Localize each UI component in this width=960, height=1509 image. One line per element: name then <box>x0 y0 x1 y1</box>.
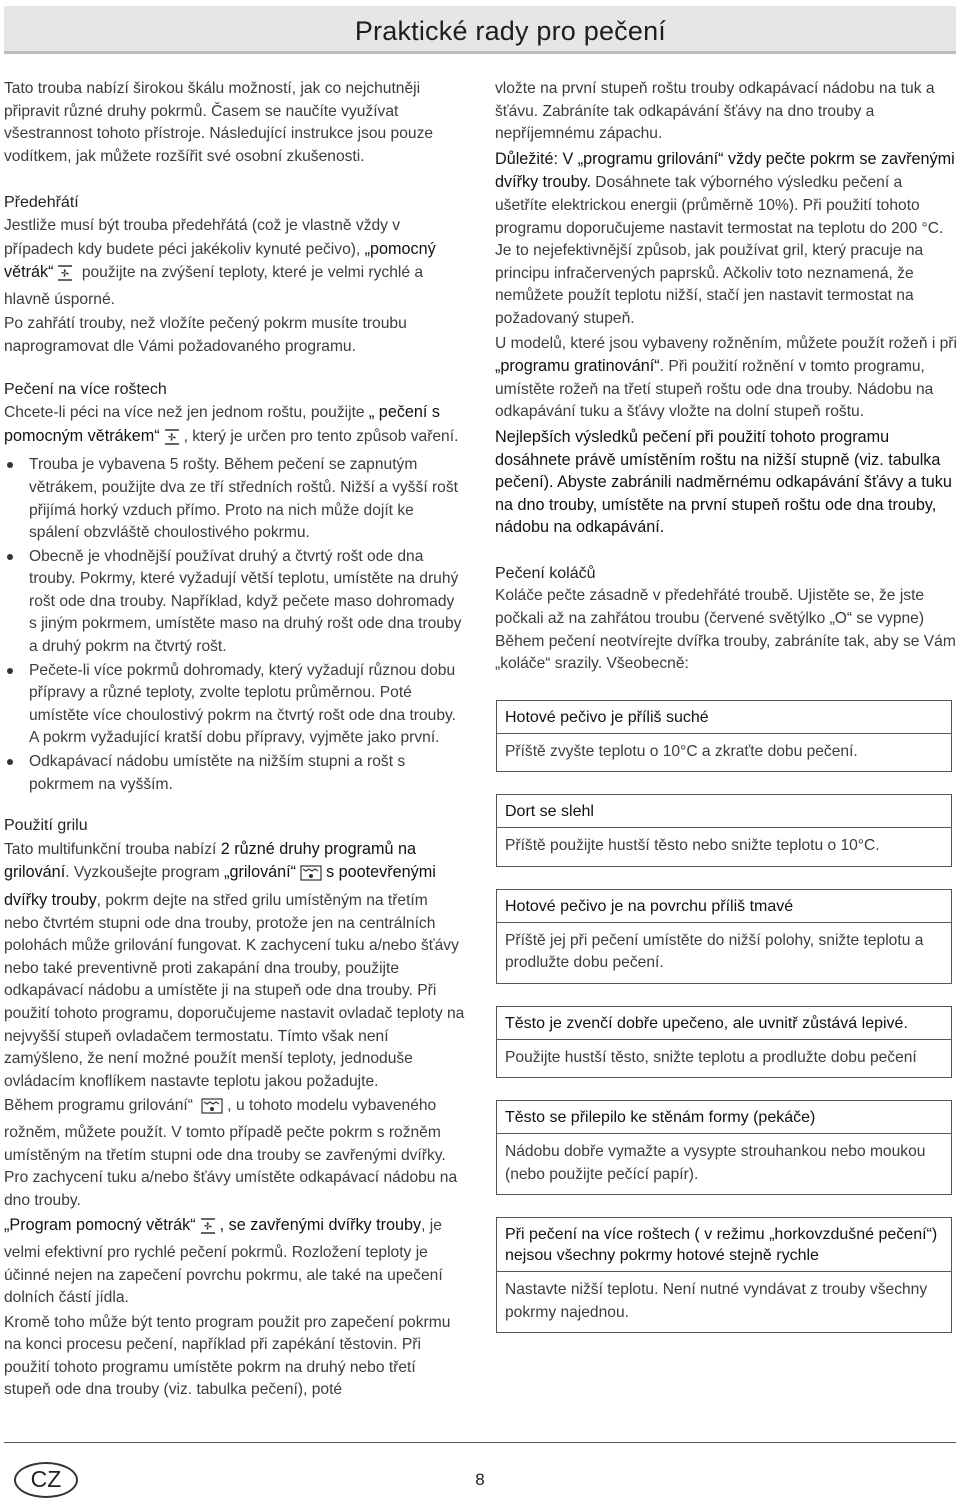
page-number: 8 <box>475 1470 485 1489</box>
grill-paragraph-3: „Program pomocný větrák“ , se zavřenými dvířky trouby, je velmi efektivní pro rychlé pečení pokrmů. Rozložení teploty je účinné nejen na zapečení povrchu pokrmu, ale také na upečení dolních částí jídla. <box>4 1216 443 1307</box>
tip-problem: Těsto je zvenčí dobře upečeno, ale uvnitř zůstává lepivé. <box>497 1007 951 1040</box>
tip-problem: Těsto se přilepilo ke stěnám formy (pekáče) <box>497 1101 951 1134</box>
left-column <box>4 78 466 1404</box>
right-paragraph-1: vložte na první stupeň roštu trouby odkapávací nádobu na tuk a šťávu. Zabráníte tak odkapávání šťávy na dno trouby a nepříjemnému zápachu. <box>495 80 935 143</box>
grill-paragraph-2: Během programu grilování“ , u tohoto modelu vybaveného rožněm, můžete použít. V tomto případě pečte pokrm s rožněm umístěným na třetím stupni ode dna trouby se zavřenými dvířky. Pro zachycení tuku a/nebo šťávy umístěte odkapávací nádobu na dno trouby. <box>4 1097 458 1209</box>
multi-rack-list <box>4 454 466 796</box>
tip-problem: Při pečení na více roštech ( v režimu „horkovzdušné pečení“) nejsou všechny pokrmy hotové stejně rychle <box>497 1218 951 1272</box>
list-item: Odkapávací nádobu umístěte na nižším stupni a rošt s pokrmem na vyšším. <box>4 751 466 796</box>
fan-icon <box>164 429 180 453</box>
tip-problem: Hotové pečivo je na povrchu příliš tmavé <box>497 890 951 923</box>
tip-box <box>496 1006 952 1079</box>
preheat-paragraph: Jestliže musí být trouba předehřátá (což je vlastně vždy v případech kdy budete péci jakékoliv kynuté pečivo), „pomocný větrák“ použijte na zvýšení teploty, které je velmi rychlé a hlavně úsporné. <box>4 216 436 308</box>
preheat-paragraph-2: Po zahřátí trouby, než vložíte pečený pokrm musíte troubu naprogramovat dle Vámi požadovaného programu. <box>4 315 407 355</box>
right-paragraph-2: Důležité: V „programu grilování“ vždy pečte pokrm se zavřenými dvířky trouby. Dosáhnete tak výborného výsledku pečení a ušetříte elektrickou energii (průměrně 10%). Při použití tohoto programu doporučujeme nastavit termostat na teplotu do 200 °C. Je to nejefektivnější způsob, jak používat gril, který pracuje na principu infračervených paprsků. Ačkoliv toto neznamená, že nemůžete použít teplotu nižší, stačí jen nastavit termostat na požadovaný stupeň. <box>495 149 955 327</box>
tip-solution: Použijte hustší těsto, snižte teplotu a prodlužte dobu pečení <box>505 1048 917 1066</box>
tip-box <box>496 700 952 773</box>
tip-box <box>496 889 952 984</box>
right-column <box>495 78 957 1333</box>
cakes-heading: Pečení koláčů <box>495 564 596 582</box>
tip-problem: Hotové pečivo je příliš suché <box>497 701 951 734</box>
grill-icon <box>300 865 322 889</box>
preheat-heading: Předehřátí <box>4 194 79 212</box>
fan-icon <box>200 1218 216 1242</box>
footer-divider <box>4 1442 956 1443</box>
grill-icon <box>201 1098 223 1122</box>
intro-paragraph: Tato trouba nabízí širokou škálu možností, jak co nejchutněji připravit různé druhy pokrmů. Časem se naučíte využívat všestrannost tohoto přístroje. Následující instrukce jsou pouze vodítkem, jak můžete rozšířit své osobní zkušenosti. <box>4 80 434 165</box>
right-paragraph-4: Nejlepších výsledků pečení při použití tohoto programu dosáhnete právě umístěním roštu na nižší stupně (viz. tabulka pečení). Abyste zabránili nadměrnému odkapávání šťávy a tuku na dno trouby, umístěte na první stupeň roštu ode dna trouby, nádobu na odkapávání. <box>495 427 952 537</box>
grill-paragraph-1: Tato multifunkční trouba nabízí 2 různé druhy programů na grilování. Vyzkoušejte program „grilování“ s pootevřenými dvířky trouby, pokrm dejte na střed grilu umístěným na třetím nebo čtvrtém stupni ode dna trouby, protože jen na centrálních polohách může grilování fungovat. K zachycení tuku a/nebo šťávy nebo také preventivně proti zakapání dna trouby, použijte odkapávací nádobu a umístěte ji na stupeň ode dna trouby. Při použití tohoto programu, doporučujeme nastavit ovladač teploty na nejvyšší stupeň ovladačem termostatu. Tímto však není zamýšleno, že není možné použít menší teploty, jednoduše ovládacím knoflíkem nastavte teplotu jakou požadujte. <box>4 839 465 1090</box>
list-item: Pečete-li více pokrmů dohromady, který vyžadují různou dobu přípravy a různé teploty, zvolte teplotu průměrnou. Poté umístěte více choulostivý pokrm na čtvrtý rošt ode dna trouby. A pokrm vyžadující kratší dobu přípravy, vyjměte jako první. <box>4 660 466 750</box>
tip-box <box>496 1100 952 1195</box>
tip-box <box>496 794 952 867</box>
tip-solution: Příště použijte hustší těsto nebo snižte teplotu o 10°C. <box>505 837 880 855</box>
tip-box <box>496 1217 952 1333</box>
tip-solution: Příště jej při pečení umístěte do nižší polohy, snižte teplotu a prodlužte dobu pečení. <box>505 931 924 972</box>
list-item: Obecně je vhodnější používat druhý a čtvrtý rošt ode dna trouby. Pokrmy, které vyžadují větší teplotu, umístěte na druhý rošt ode dna trouby. Například, když pečete maso dohromady s jiným pokrmem, umístěte maso na druhý rošt ode dna trouby a druhý pokrm na čtvrtý rošt. <box>4 546 466 659</box>
grill-heading: Použití grilu <box>4 817 88 835</box>
language-badge: CZ <box>14 1462 78 1498</box>
tip-solution: Nádobu dobře vymažte a vysypte strouhankou nebo moukou (nebo použijte pečící papír). <box>505 1143 926 1183</box>
header-bar <box>4 6 956 54</box>
fan-icon <box>57 265 73 289</box>
tip-solution: Nastavte nižší teplotu. Není nutné vyndávat z trouby všechny pokrmy najednou. <box>505 1281 928 1321</box>
cakes-paragraph: Koláče pečte zásadně v předehřáté troubě. Ujistěte se, že jste počkali až na zahřátou troubu (červené světýlko „O“ se vypne) Během pečení neotvírejte dvířka trouby, zabráníte tak, aby se Vám „koláče“ srazily. Všeobecně: <box>495 587 956 673</box>
multi-rack-heading: Pečení na více roštech <box>4 380 167 398</box>
tip-solution: Příště zvyšte teplotu o 10°C a zkraťte dobu pečení. <box>505 742 858 760</box>
tip-problem: Dort se slehl <box>497 795 951 828</box>
grill-paragraph-4: Kromě toho může být tento program použit pro zapečení pokrmu na konci procesu pečení, například při zapékání těstovin. Při použití tohoto programu umístěte pokrm na druhý nebo třetí stupeň ode dna trouby (viz. tabulka pečení), poté <box>4 1313 451 1399</box>
list-item: Trouba je vybavena 5 rošty. Během pečení se zapnutým větrákem, použijte dva ze tří středních roštů. Nižší a vyšší rošt přijímá horký vzduch přímo. Proto na nich může dojít ke spálení obzvláště choulostivého pokrmu. <box>4 454 466 544</box>
page-title: Praktické rady pro pečení <box>354 16 666 46</box>
multi-rack-paragraph: Chcete-li péci na více než jen jednom roštu, použijte „ pečení s pomocným větrákem“ , který je určen pro tento způsob vaření. <box>4 401 466 452</box>
right-paragraph-3: U modelů, které jsou vybaveny rožněním, můžete použít rožeň i při „programu gratinování“. Při použití rožnění v tomto programu, umístěte rožeň na třetí stupeň roštu ode dna trouby. Nádobu na odkapávání tuku a šťávy vložte na dolní stupeň roštu. <box>495 334 957 421</box>
